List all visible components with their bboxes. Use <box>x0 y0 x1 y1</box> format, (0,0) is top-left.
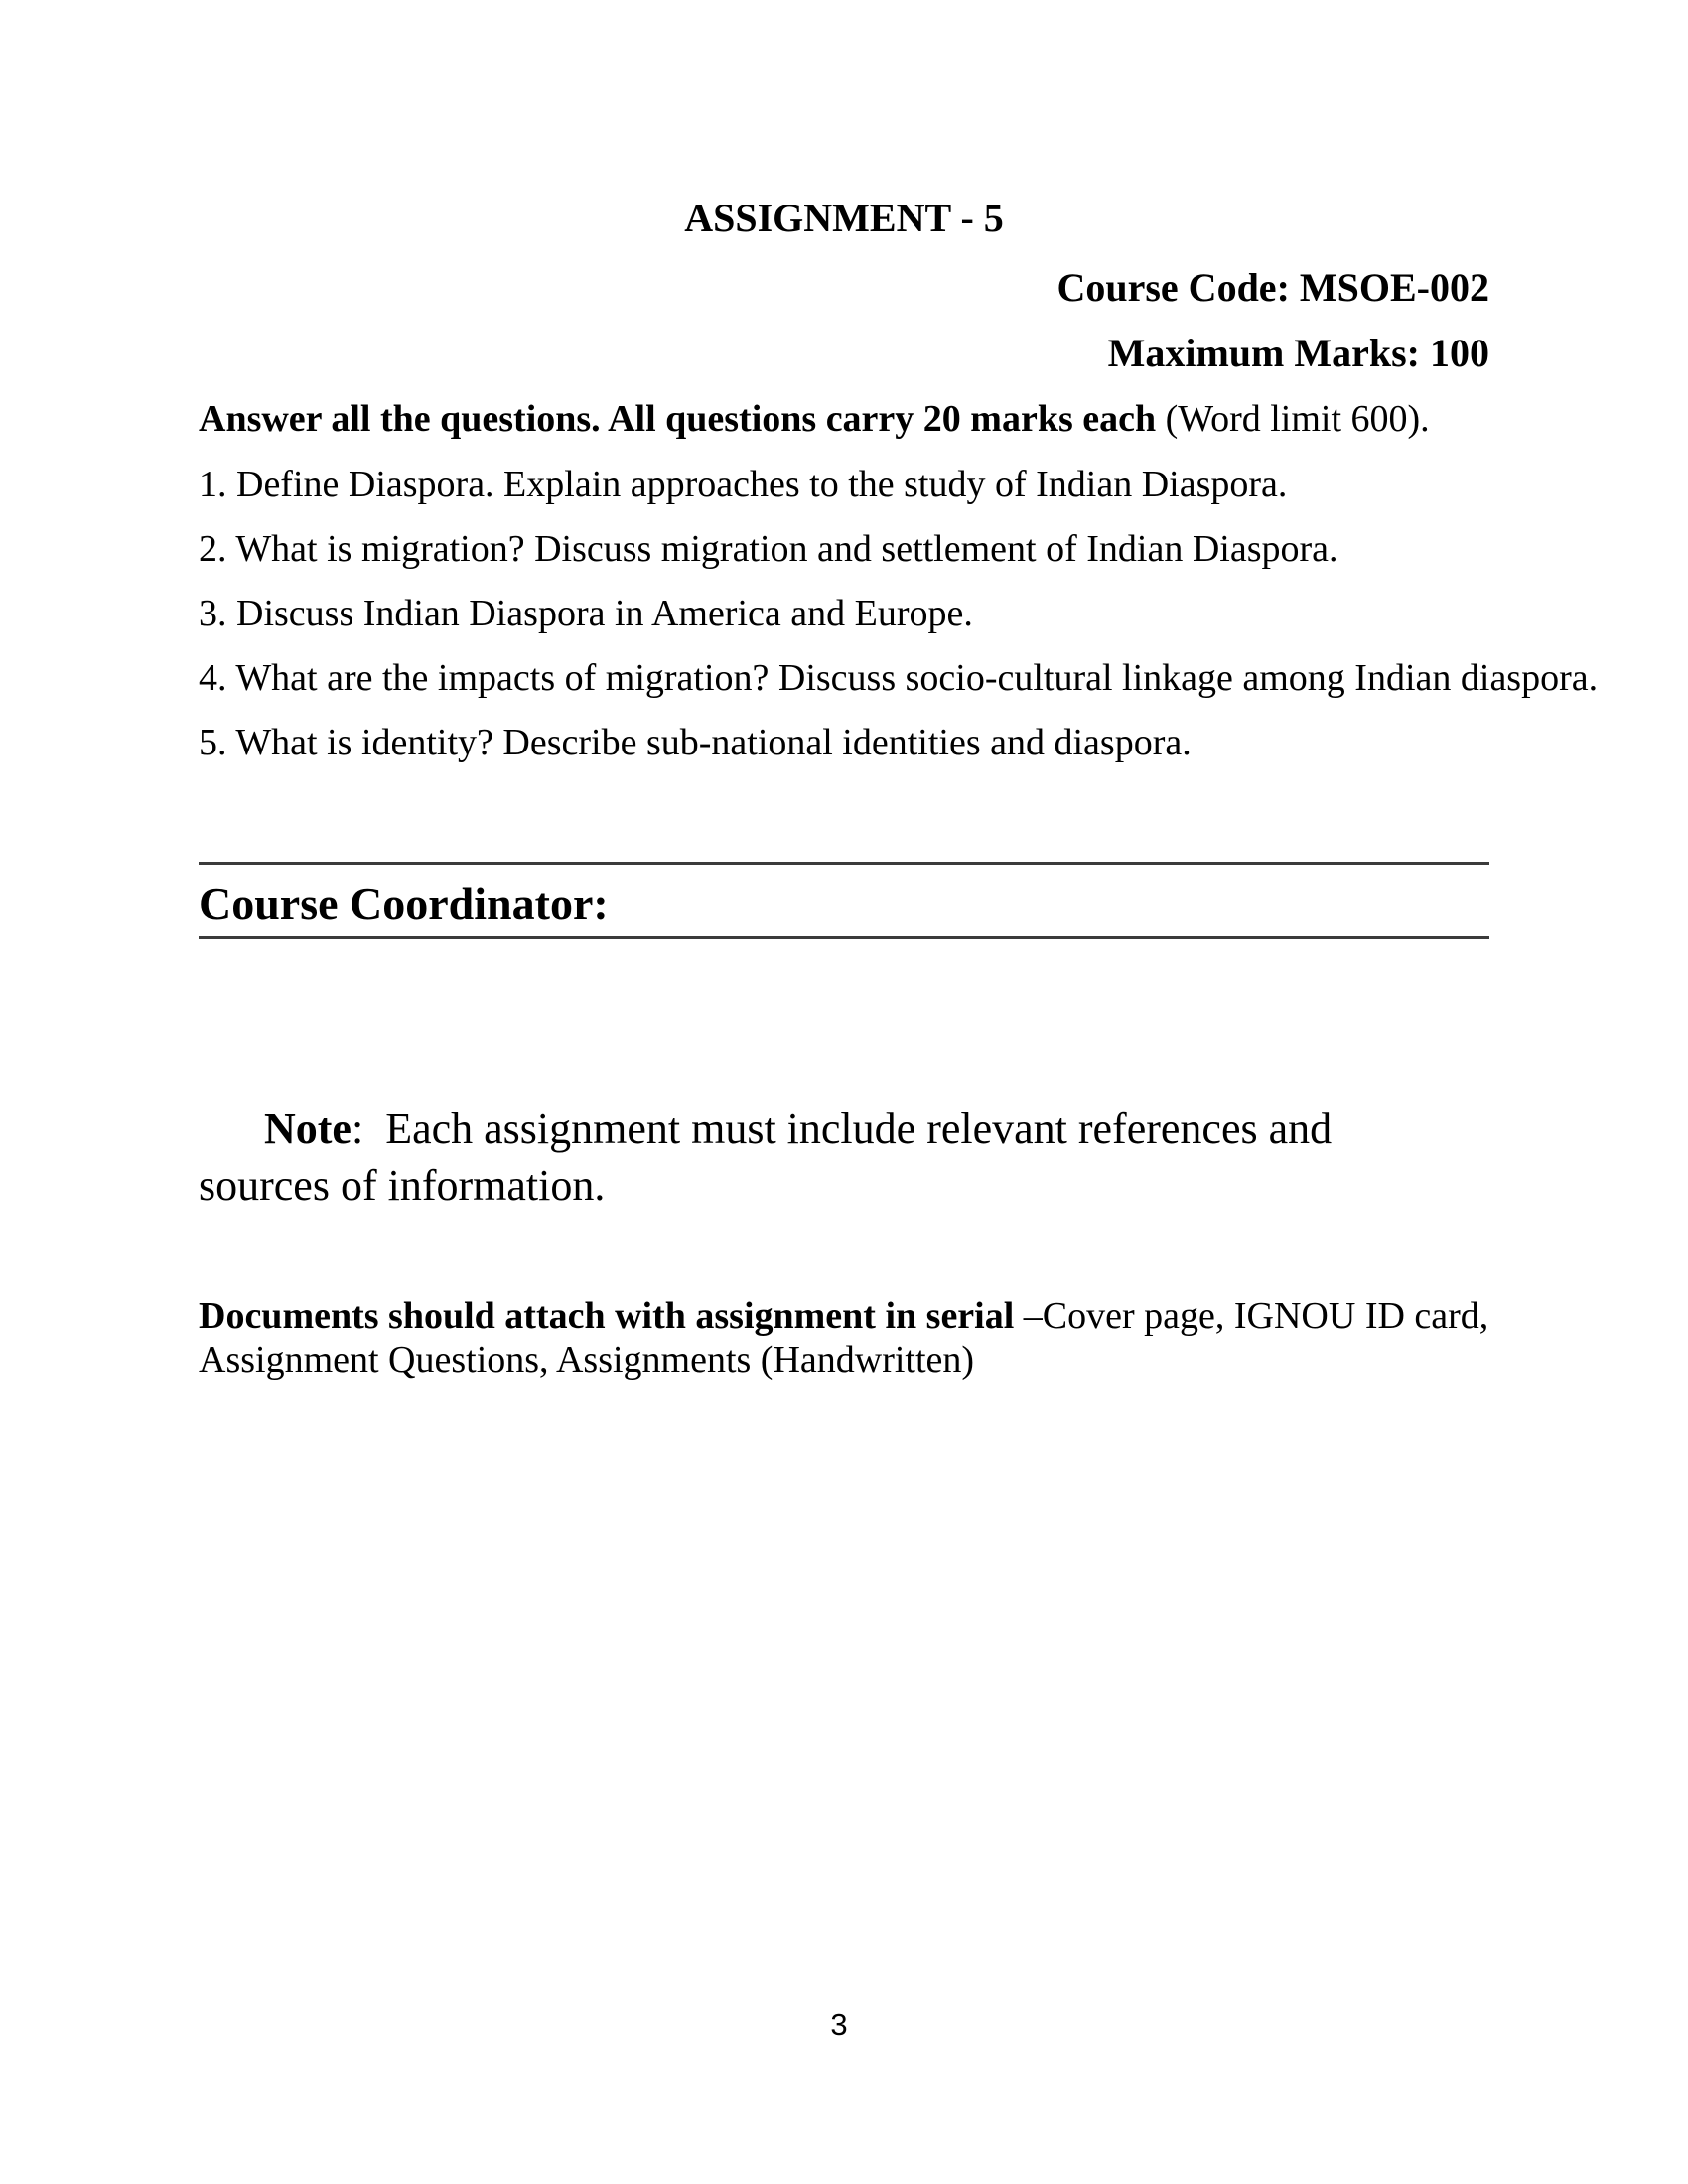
instructions-regular-text: (Word limit 600). <box>1156 398 1430 440</box>
maximum-marks: Maximum Marks: 100 <box>1107 331 1489 375</box>
course-code: Course Code: MSOE-002 <box>1056 265 1489 310</box>
instructions-line <box>199 395 1489 443</box>
page-number: 3 <box>830 2007 848 2042</box>
course-coordinator-label: Course Coordinator: <box>199 879 609 929</box>
note-text: : Each assignment must include relevant references and sources of information. <box>199 1104 1343 1210</box>
documents-regular-text: –Cover page, IGNOU ID card, Assignment Questions, Assignments (Handwritten) <box>199 1296 1489 1381</box>
question-3: 3. Discuss Indian Diaspora in America and Europe. <box>199 593 973 634</box>
question-4: 4. What are the impacts of migration? Discuss socio-cultural linkage among Indian diaspora. <box>199 657 1599 699</box>
documents-paragraph <box>199 1295 1489 1382</box>
note-label: Note <box>264 1104 352 1153</box>
question-5: 5. What is identity? Describe sub-national identities and diaspora. <box>199 722 1192 763</box>
documents-bold-text: Documents should attach with assignment in serial <box>199 1296 1024 1337</box>
instructions-bold-text: Answer all the questions. All questions carry 20 marks each <box>199 398 1157 440</box>
note-paragraph <box>199 1042 1430 1273</box>
assignment-title: ASSIGNMENT - 5 <box>684 196 1004 240</box>
question-1: 1. Define Diaspora. Explain approaches to the study of Indian Diaspora. <box>199 464 1288 505</box>
question-2: 2. What is migration? Discuss migration and settlement of Indian Diaspora. <box>199 528 1338 570</box>
course-coordinator-section <box>199 862 1489 939</box>
